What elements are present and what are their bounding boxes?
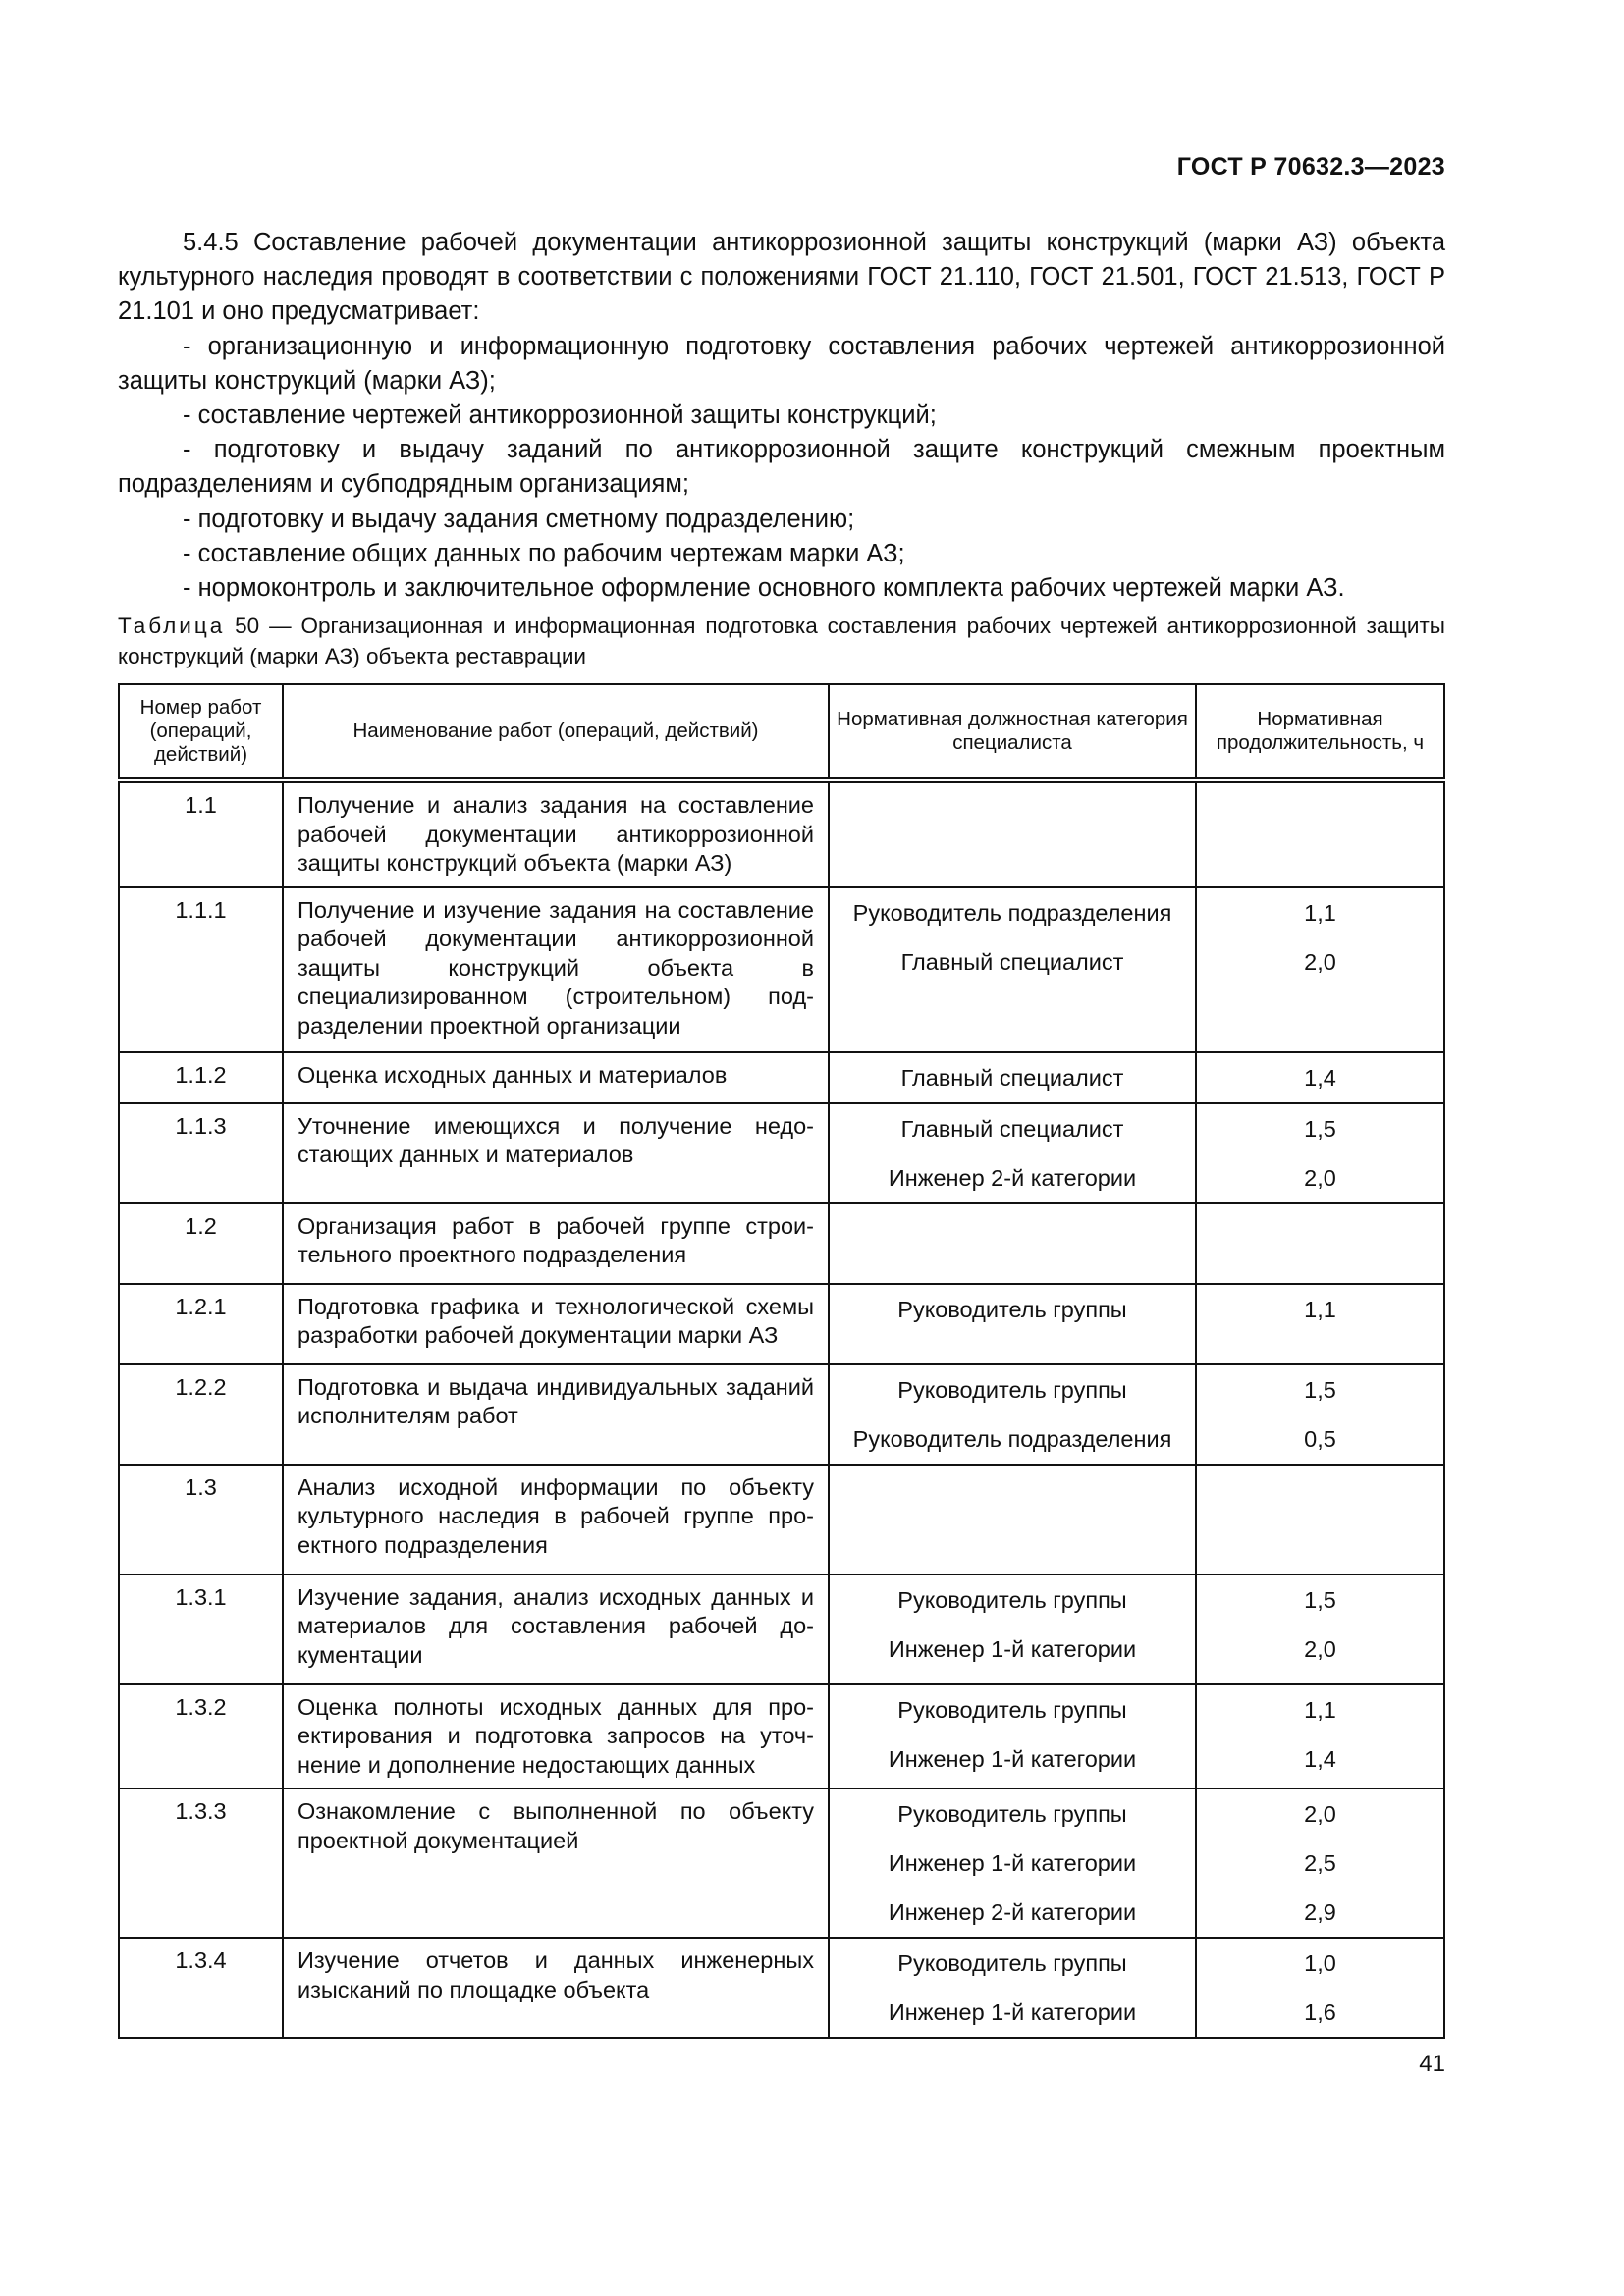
page-number: 41 <box>1419 2051 1445 2077</box>
table-row <box>119 1575 1444 1684</box>
row-number: 1.3.2 <box>119 1684 283 1789</box>
row-number: 1.1.1 <box>119 887 283 1052</box>
header-name: Наименование работ (операций, действий) <box>283 684 829 780</box>
table-header-row <box>119 684 1444 780</box>
category-value: Инженер 1-й категории <box>888 2000 1137 2025</box>
row-category <box>829 887 1196 1052</box>
table-caption-label: Таблица <box>118 614 226 638</box>
row-duration <box>1196 1789 1444 1938</box>
row-name: Изучение задания, анализ исходных данных и материалов для составления рабочей документации <box>283 1575 829 1684</box>
duration-value: 2,0 <box>1304 1801 1336 1827</box>
row-category <box>829 1684 1196 1789</box>
document-header: ГОСТ Р 70632.3—2023 <box>1176 153 1445 181</box>
table-row <box>119 1465 1444 1575</box>
duration-value: 1,1 <box>1304 899 1336 926</box>
header-duration: Нормативная продолжительность, ч <box>1196 684 1444 780</box>
table-row <box>119 887 1444 1052</box>
category-value: Главный специалист <box>900 948 1124 975</box>
row-duration <box>1196 887 1444 1052</box>
list-item: - подготовку и выдачу задания сметному подразделению; <box>183 505 855 533</box>
row-number: 1.1 <box>119 780 283 887</box>
header-category: Нормативная должностная категория специалиста <box>829 684 1196 780</box>
row-number: 1.2.2 <box>119 1364 283 1465</box>
row-category <box>829 780 1196 887</box>
row-name: Получение и анализ задания на составление рабочей документации антикоррозионной защиты конструкций объекта (марки АЗ) <box>283 780 829 887</box>
list-item: - нормоконтроль и заключительное оформление основного комплекта рабочих чертежей марки АЗ. <box>183 574 1345 603</box>
row-duration <box>1196 1284 1444 1364</box>
table-row <box>119 1938 1444 2038</box>
table-row <box>119 780 1444 887</box>
paragraph: 5.4.5 Составление рабочей документации антикоррозионной защиты конструкций (марки АЗ) объекта культурного наследия проводят в соответствии с положениями ГОСТ 21.110, ГОСТ 21.501, ГОСТ 21.513, ГОСТ Р 21.101 и оно предусматривает: <box>118 229 1445 326</box>
table-caption <box>118 611 1445 671</box>
list-item: - подготовку и выдачу заданий по антикоррозионной защите конструкций смежным проектным подразделениям и субподрядным организациям; <box>118 436 1445 499</box>
category-value: Главный специалист <box>900 1064 1124 1091</box>
row-category <box>829 1284 1196 1364</box>
category-value: Руководитель группы <box>897 1696 1127 1723</box>
duration-value: 2,0 <box>1304 1635 1336 1662</box>
category-value: Руководитель группы <box>897 1586 1127 1613</box>
row-category <box>829 1203 1196 1284</box>
duration-value: 2,9 <box>1304 1899 1336 1925</box>
category-value: Руководитель группы <box>897 1801 1127 1827</box>
table-row <box>119 1364 1444 1465</box>
duration-value: 2,0 <box>1304 1164 1336 1191</box>
category-value: Руководитель группы <box>897 1950 1127 1976</box>
row-duration <box>1196 1684 1444 1789</box>
row-category <box>829 1789 1196 1938</box>
list-item: - составление чертежей антикоррозионной защиты конструкций; <box>183 401 937 430</box>
row-duration <box>1196 1575 1444 1684</box>
row-name: Ознакомление с выполненной по объекту проектной документацией <box>283 1789 829 1938</box>
duration-value: 1,4 <box>1304 1745 1336 1772</box>
table-row <box>119 1203 1444 1284</box>
operations-table <box>118 683 1445 2039</box>
row-number: 1.2.1 <box>119 1284 283 1364</box>
row-name: Оценка исходных данных и материалов <box>283 1052 829 1103</box>
body-text <box>118 226 1445 606</box>
category-value: Руководитель подразделения <box>852 1425 1172 1452</box>
row-number: 1.1.2 <box>119 1052 283 1103</box>
row-category <box>829 1465 1196 1575</box>
duration-value: 2,0 <box>1304 948 1336 975</box>
row-duration <box>1196 1052 1444 1103</box>
row-name: Анализ исходной информации по объекту культурного наследия в рабочей группе проектного подразделения <box>283 1465 829 1575</box>
row-category <box>829 1575 1196 1684</box>
row-number: 1.3.4 <box>119 1938 283 2038</box>
row-category <box>829 1364 1196 1465</box>
table-row <box>119 1684 1444 1789</box>
duration-value: 0,5 <box>1304 1425 1336 1452</box>
table-body <box>119 780 1444 2038</box>
row-name: Получение и изучение задания на составление рабочей документации антикоррозионной защиты конструкций объекта в специализированном (строительном) подразделении проектной организации <box>283 887 829 1052</box>
row-duration <box>1196 1364 1444 1465</box>
row-name: Подготовка графика и технологической схемы разработки рабочей документации марки АЗ <box>283 1284 829 1364</box>
list-item: - составление общих данных по рабочим чертежам марки АЗ; <box>183 539 905 567</box>
category-value: Инженер 1-й категории <box>888 1850 1137 1876</box>
duration-value: 1,1 <box>1304 1696 1336 1723</box>
row-name: Оценка полноты исходных данных для проектирования и подготовка запросов на уточнение и дополнение недостающих данных <box>283 1684 829 1789</box>
category-value: Главный специалист <box>900 1115 1124 1142</box>
duration-value: 1,1 <box>1304 1296 1336 1322</box>
row-duration <box>1196 1203 1444 1284</box>
row-number: 1.2 <box>119 1203 283 1284</box>
duration-value: 1,5 <box>1304 1586 1336 1613</box>
row-category <box>829 1103 1196 1203</box>
duration-value: 1,0 <box>1304 1950 1336 1976</box>
row-duration <box>1196 1938 1444 2038</box>
duration-value: 1,5 <box>1304 1376 1336 1403</box>
table-row <box>119 1789 1444 1938</box>
duration-value: 1,4 <box>1304 1064 1336 1091</box>
table-row <box>119 1284 1444 1364</box>
row-name: Организация работ в рабочей группе строительного проектного подразделения <box>283 1203 829 1284</box>
header-number: Номер работ (операций, действий) <box>119 684 283 780</box>
row-duration <box>1196 1103 1444 1203</box>
list-item: - организационную и информационную подготовку составления рабочих чертежей антикоррозионной защиты конструкций (марки АЗ); <box>118 332 1445 395</box>
row-number: 1.1.3 <box>119 1103 283 1203</box>
category-value: Руководитель группы <box>897 1296 1127 1322</box>
category-value: Инженер 1-й категории <box>888 1635 1137 1662</box>
row-category <box>829 1052 1196 1103</box>
row-duration <box>1196 1465 1444 1575</box>
duration-value: 1,5 <box>1304 1115 1336 1142</box>
duration-value: 1,6 <box>1304 2000 1336 2025</box>
category-value: Инженер 1-й категории <box>888 1745 1137 1772</box>
table-row <box>119 1103 1444 1203</box>
row-number: 1.3.1 <box>119 1575 283 1684</box>
duration-value: 2,5 <box>1304 1850 1336 1876</box>
category-value: Руководитель группы <box>897 1376 1127 1403</box>
category-value: Руководитель подразделения <box>852 899 1172 926</box>
row-category <box>829 1938 1196 2038</box>
row-name: Уточнение имеющихся и получение недостающих данных и материалов <box>283 1103 829 1203</box>
row-duration <box>1196 780 1444 887</box>
table-row <box>119 1052 1444 1103</box>
row-name: Подготовка и выдача индивидуальных заданий исполнителям работ <box>283 1364 829 1465</box>
row-number: 1.3 <box>119 1465 283 1575</box>
row-name: Изучение отчетов и данных инженерных изысканий по площадке объекта <box>283 1938 829 2038</box>
row-number: 1.3.3 <box>119 1789 283 1938</box>
category-value: Инженер 2-й категории <box>888 1899 1137 1925</box>
category-value: Инженер 2-й категории <box>888 1164 1137 1191</box>
table-caption-text: 50 — Организационная и информационная подготовка составления рабочих чертежей антикоррозионной защиты конструкций (марки АЗ) объекта реставрации <box>118 614 1445 668</box>
